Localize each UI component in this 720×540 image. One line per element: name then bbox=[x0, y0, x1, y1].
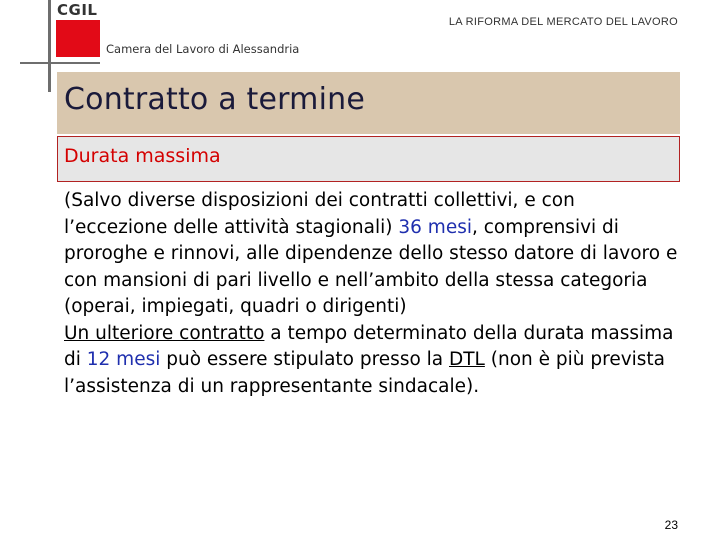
slide-body bbox=[64, 188, 679, 400]
slide-title: Contratto a termine bbox=[64, 82, 365, 117]
p2-text-b: a tempo determinato della durata massima di bbox=[64, 322, 674, 370]
decor-horizontal-line bbox=[20, 62, 100, 64]
page-number: 23 bbox=[664, 518, 678, 532]
slide-subtitle: Durata massima bbox=[64, 145, 221, 167]
p2-text-f: (non è più prevista l’assistenza di un rappresentante sindacale). bbox=[64, 349, 666, 397]
p2-text-d: può essere stipulato presso la bbox=[160, 349, 450, 370]
paragraph-2 bbox=[64, 321, 679, 401]
org-name: Camera del Lavoro di Alessandria bbox=[106, 42, 300, 56]
p1-text-c: , comprensivi di proroghe e rinnovi, alle dipendenze dello stesso datore di lavoro e con mansioni di pari livello e nell’ambito della stessa categoria (operai, impiegati, quadri o dirigenti) bbox=[64, 216, 678, 317]
paragraph-1 bbox=[64, 188, 679, 321]
logo-text: CGIL bbox=[57, 1, 98, 19]
p2-underlined-text: Un ulteriore contratto bbox=[64, 322, 265, 344]
p1-text-a: (Salvo diverse disposizioni dei contratti collettivi, e con l’eccezione delle attività stagionali) bbox=[64, 190, 575, 238]
p2-underlined-dtl: DTL bbox=[449, 349, 485, 370]
p1-highlight-36-mesi: 36 mesi bbox=[398, 216, 472, 238]
p2-highlight-12-mesi: 12 mesi bbox=[86, 349, 161, 370]
cgil-logo bbox=[56, 20, 100, 57]
header-title: LA RIFORMA DEL MERCATO DEL LAVORO bbox=[448, 16, 678, 28]
decor-vertical-line bbox=[48, 0, 51, 92]
